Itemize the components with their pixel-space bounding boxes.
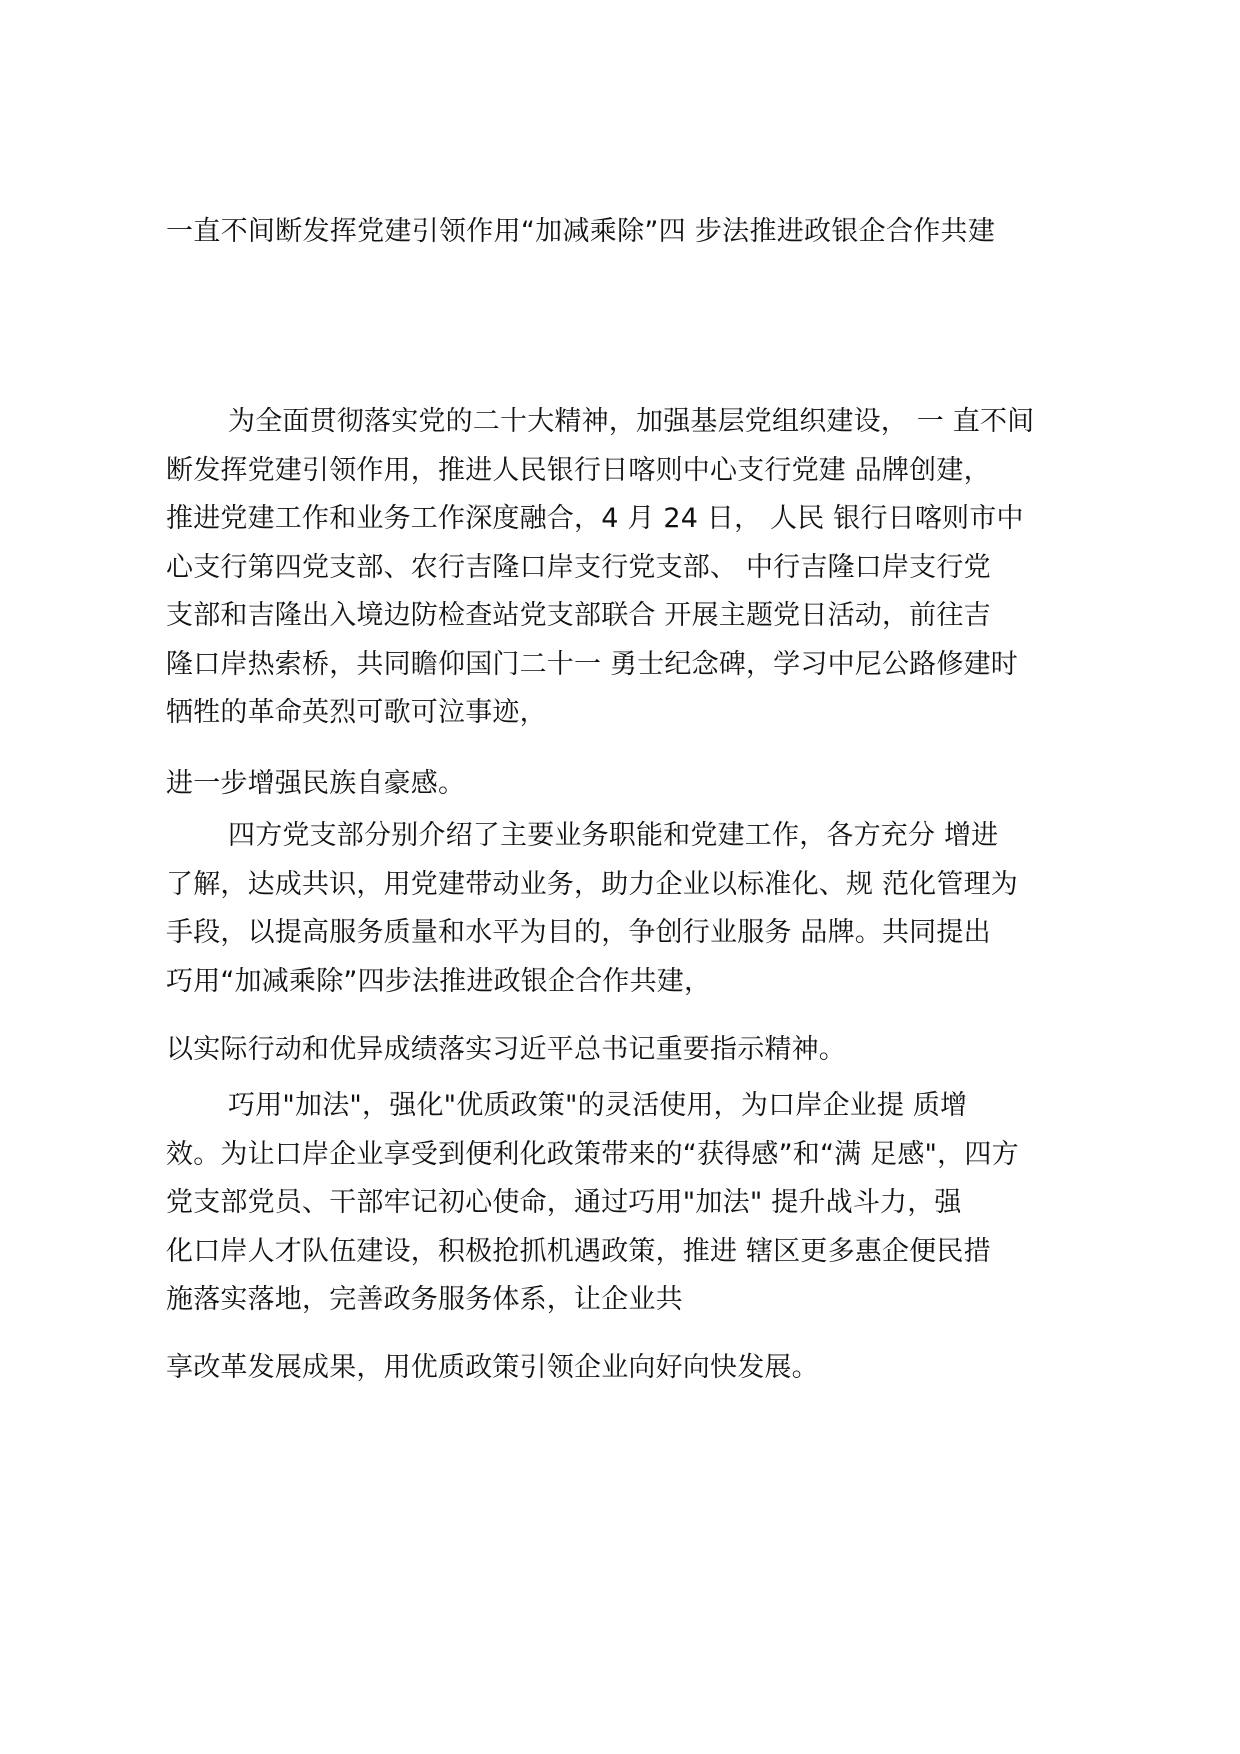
text-line: 享改革发展成果，用优质政策引领企业向好向快发展。 (166, 1352, 819, 1383)
text-line: 巧用"加法"，强化"优质政策"的灵活使用，为口岸企业提 质增 (228, 1090, 968, 1121)
text-line: 隆口岸热索桥，共同瞻仰国门二十一 勇士纪念碑，学习中尼公路修建时 (166, 648, 1018, 680)
text-line: 四方党支部分别介绍了主要业务职能和党建工作，各方充分 增进 (228, 820, 999, 851)
text-line: 手段，以提高服务质量和水平为目的，争创行业服务 品牌。共同提出 (166, 917, 991, 948)
text-line: 支部和吉隆出入境边防检查站党支部联合 开展主题党日活动，前往吉 (166, 600, 991, 631)
paragraph-1 (166, 398, 1106, 738)
text-line: 化口岸人才队伍建设，积极抢抓机遇政策，推进 辖区更多惠企便民措 (166, 1235, 991, 1267)
text-line: 断发挥党建引领作用，推进人民银行日喀则中心支行党建 品牌创建， (166, 454, 991, 486)
paragraph-3 (166, 1082, 1106, 1325)
text-line: 施落实落地，完善政务服务体系，让企业共 (166, 1284, 683, 1315)
text-line: 效。为让口岸企业享受到便利化政策带来的“获得感”和“满 足感"，四方 (166, 1138, 1019, 1170)
paragraph-2 (166, 812, 1106, 1006)
paragraph-2-continuation (166, 1026, 1106, 1075)
text-line: 巧用“加减乘除”四步法推进政银企合作共建， (166, 965, 712, 997)
text-line: 牺牲的革命英烈可歌可泣事迹， (166, 697, 547, 728)
paragraph-3-continuation (166, 1344, 1106, 1393)
document-title: 一直不间断发挥党建引领作用“加减乘除”四 步法推进政银企合作共建 (166, 216, 996, 247)
paragraph-1-continuation (166, 760, 1106, 809)
text-line: 进一步增强民族自豪感。 (166, 768, 466, 799)
text-line: 以实际行动和优异成绩落实习近平总书记重要指示精神。 (166, 1034, 846, 1065)
text-line: 心支行第四党支部、农行吉隆口岸支行党支部、 中行吉隆口岸支行党 (166, 551, 991, 583)
text-line: 党支部党员、干部牢记初心使命，通过巧用"加法" 提升战斗力，强 (166, 1187, 962, 1218)
text-line: 推进党建工作和业务工作深度融合，4 月 24 日， 人民 银行日喀则市中 (166, 503, 1024, 534)
text-line: 为全面贯彻落实党的二十大精神，加强基层党组织建设， 一 直不间 (228, 406, 1035, 437)
text-line: 了解，达成共识，用党建带动业务，助力企业以标准化、规 范化管理为 (166, 868, 1018, 900)
